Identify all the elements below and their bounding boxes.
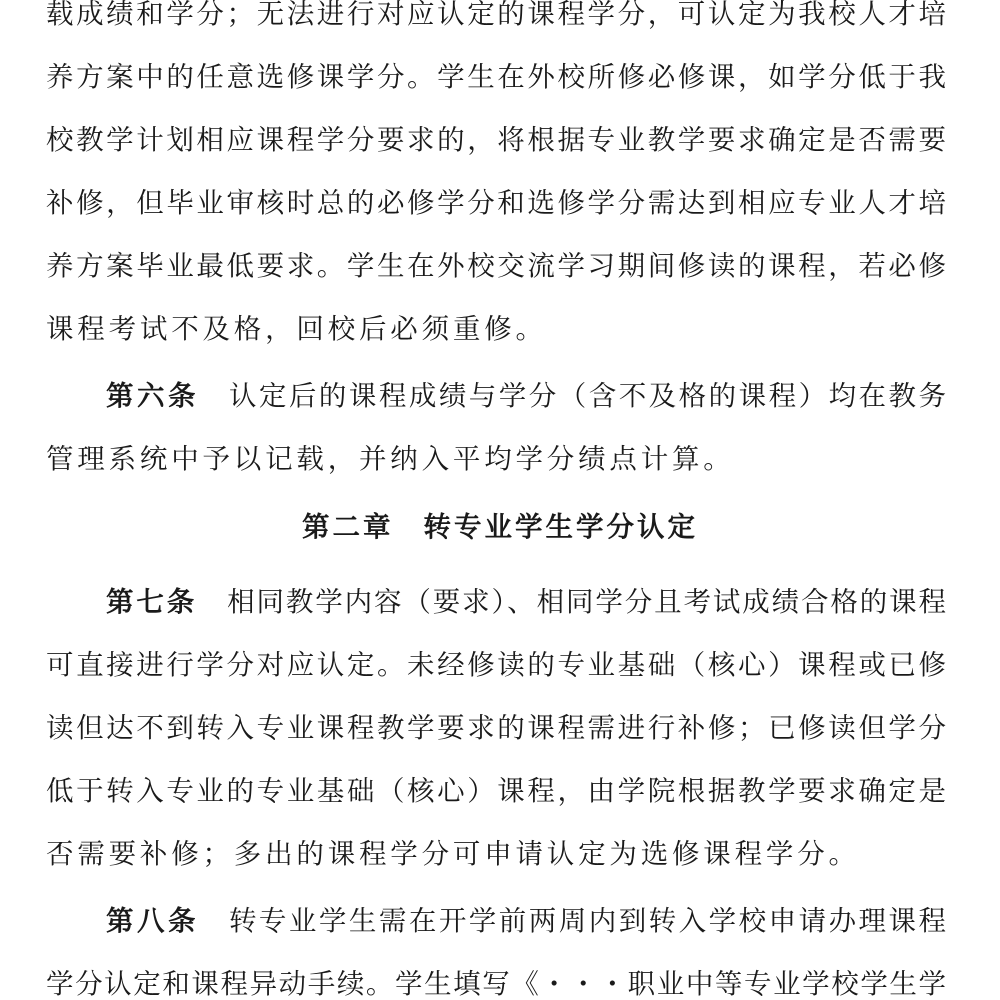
text-line: 养方案毕业最低要求。学生在外校交流学习期间修读的课程，若必修: [46, 250, 946, 282]
text-line: 否需要补修；多出的课程学分可申请认定为选修课程学分。: [46, 838, 860, 870]
text-segment: 转专业学生需在开学前两周内到转入学校申请办理课程: [228, 905, 947, 937]
chapter-title: 转专业学生学分认定: [423, 511, 698, 543]
text-line: 补修，但毕业审核时总的必修学分和选修学分需达到相应专业人才培: [46, 187, 946, 219]
text-segment: 认定后的课程成绩与学分（含不及格的课程）均在教务: [228, 380, 947, 412]
article-8-first-line: [106, 899, 946, 943]
chapter-number: 第二章: [302, 511, 394, 543]
text-segment: 相同教学内容（要求）、相同学分且考试成绩合格的课程: [227, 586, 946, 618]
text-line: 校教学计划相应课程学分要求的，将根据专业教学要求确定是否需要: [46, 124, 946, 156]
text-line: 课程考试不及格，回校后必须重修。: [46, 313, 547, 345]
text-line: 可直接进行学分对应认定。未经修读的专业基础（核心）课程或已修: [46, 649, 946, 681]
text-line: 管理系统中予以记载，并纳入平均学分绩点计算。: [46, 443, 735, 475]
article-label: 第七条: [106, 586, 198, 618]
text-line: 载成绩和学分；无法进行对应认定的课程学分，可认定为我校人才培: [46, 0, 946, 30]
article-6-first-line: [106, 374, 946, 418]
text-line: 读但达不到转入专业课程教学要求的课程需进行补修；已修读但学分: [46, 712, 946, 744]
text-line: 低于转入专业的专业基础（核心）课程，由学院根据教学要求确定是: [46, 775, 946, 807]
chapter-heading: [0, 505, 1000, 549]
article-label: 第八条: [106, 905, 199, 937]
text-line: 养方案中的任意选修课学分。学生在外校所修必修课，如学分低于我: [46, 61, 946, 93]
article-7-first-line: [106, 580, 946, 624]
article-label: 第六条: [106, 380, 199, 412]
text-line: 学分认定和课程异动手续。学生填写《・・・职业中等专业学校学生学: [46, 968, 946, 1000]
